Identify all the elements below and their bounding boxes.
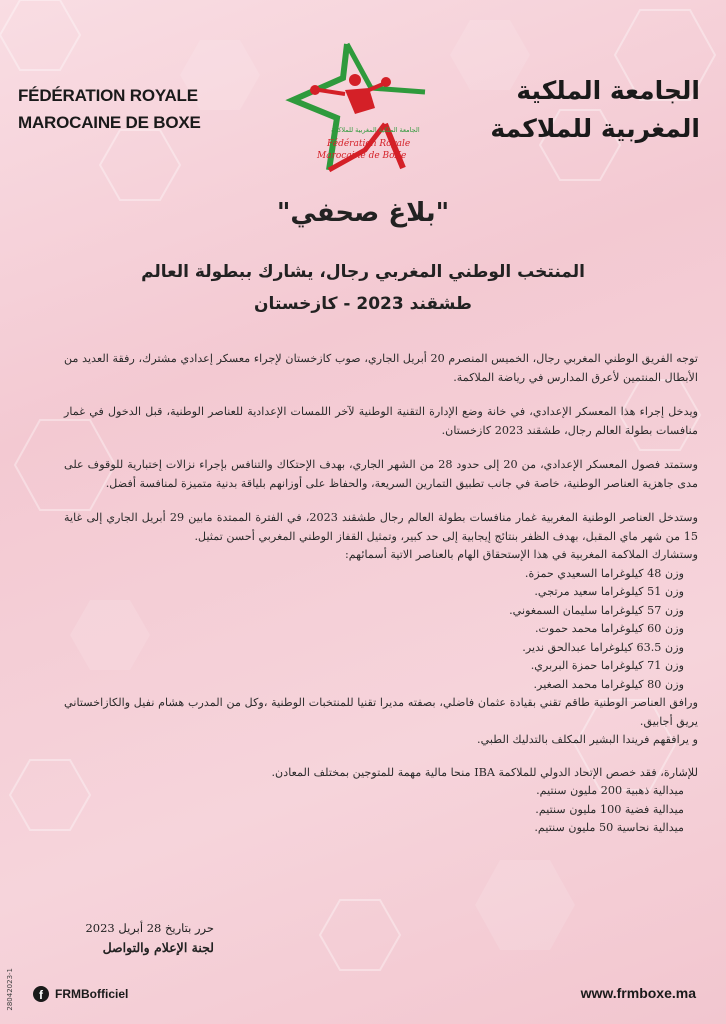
committee-name: لجنة الإعلام والتواصل xyxy=(102,940,214,955)
federation-name-french xyxy=(18,82,238,136)
federation-name-arabic-line1: الجامعة الملكية xyxy=(516,76,700,105)
paragraph-1: توجه الفريق الوطني المغربي رجال، الخميس المنصرم 20 أبريل الجاري، صوب كازخستان لإجراء معسكر إعدادي مشترك، رفقة العديد من الأبطال المنتمين لأعرق المدارس في رياضة الملاكمة. xyxy=(64,352,698,384)
prize-section xyxy=(64,764,698,838)
press-release-subtitle-2: طشقند 2023 - كازخستان xyxy=(254,294,472,314)
federation-name-french-line2: MAROCAINE DE BOXE xyxy=(18,113,201,132)
paragraph-2: ويدخل إجراء هذا المعسكر الإعدادي، في خانة وضع الإدارة التقنية الوطنية لآخر اللمسات الإعدادية للعناصر الوطنية، قبل الدخول في غمار منافسات بطولة العالم رجال، طشقند 2023 كازخستان. xyxy=(64,405,698,437)
logo-french-line2: Marocaine de BoXe xyxy=(317,151,407,161)
press-release-title: "بلاغ صحفي" xyxy=(276,198,450,228)
paragraph-3: وستمتد فصول المعسكر الإعدادي، من 20 إلى حدود 28 من الشهر الجاري، بهدف الإحتكاك والتنافس بإجراء نزالات إختبارية للوقوف على مدى جاهزية العناصر الوطنية، خاصة في جانب تطبيق التمارين السريعة، والحفاظ على أوزانهم بلياقة بدنية متميزة لمنافسة أفضل. xyxy=(64,458,698,490)
federation-name-arabic-line2: المغربية للملاكمة xyxy=(490,114,700,143)
prize-item: ميدالية ذهبية 200 مليون سنتيم. xyxy=(536,784,684,797)
weight-item: وزن 71 كيلوغراما حمزة البربري. xyxy=(530,659,684,672)
paragraph-6: ورافق العناصر الوطنية طاقم تقني بقيادة عثمان فاضلي، بصفته مديرا تقنيا للمنتخبات الوطنية ،وكل من المدرب هشام نفيل والكازاخستاني يريق أجابيق. xyxy=(64,696,698,728)
facebook-link[interactable] xyxy=(33,986,128,1002)
logo-arabic-text: الجامعة الملكية المغربية للملاكمة xyxy=(331,126,420,134)
logo-french-line1: Fédération Royale xyxy=(327,139,411,149)
weight-item: وزن 57 كيلوغراما سليمان السمغوني. xyxy=(509,603,684,617)
website-link[interactable]: www.frmboxe.ma xyxy=(580,985,696,1001)
paragraph-4: وستدخل العناصر الوطنية المغربية غمار منافسات بطولة العالم رجال طشقند 2023، في الفترة الممتدة مابين 29 أبريل الجاري إلى غاية 15 من شهر ماي المقبل، بهدف الظفر بنتائج إيجابية إلى حد كبير، وتمثيل القفاز الوطني المغربي أحسن تمثيل. xyxy=(64,511,698,543)
federation-logo xyxy=(285,38,435,178)
press-release-subtitle-1: المنتخب الوطني المغربي رجال، يشارك ببطولة العالم xyxy=(141,262,585,282)
weight-item: وزن 51 كيلوغراما سعيد مرتجي. xyxy=(534,585,684,598)
weight-item: وزن 63.5 كيلوغراما عبدالحق ندير. xyxy=(522,640,684,654)
weight-item: وزن 80 كيلوغراما محمد الصغير. xyxy=(533,677,684,691)
prize-item: ميدالية نحاسية 50 مليون سنتيم. xyxy=(534,821,684,834)
prize-item: ميدالية فضية 100 مليون سنتيم. xyxy=(535,802,684,816)
paragraph-8: للإشارة، فقد خصص الإتحاد الدولي للملاكمة IBA منحا مالية مهمة للمتوجين بمختلف المعادن. xyxy=(271,765,698,779)
document-reference-code: 28042023-1 xyxy=(6,968,14,1011)
boxer-weight-list xyxy=(64,565,698,695)
weight-item: وزن 48 كيلوغراما السعيدي حمزة. xyxy=(524,566,684,580)
signature-block xyxy=(64,918,214,958)
facebook-icon: f xyxy=(33,986,49,1002)
weight-item: وزن 60 كيلوغراما محمد حموت. xyxy=(534,622,684,635)
press-release-body xyxy=(64,350,698,838)
federation-name-french-line1: FÉDÉRATION ROYALE xyxy=(18,86,198,105)
paragraph-7: و يرافقهم فريندا البشير المكلف بالتدليك الطبي. xyxy=(477,733,698,746)
issue-date: حرر بتاريخ 28 أبريل 2023 xyxy=(85,921,214,935)
federation-name-arabic xyxy=(440,72,700,148)
prize-list xyxy=(64,782,698,838)
facebook-handle: FRMBofficiel xyxy=(55,987,129,1001)
paragraph-5: وستشارك الملاكمة المغربية في هذا الإستحقاق الهام بالعناصر الاتية أسمائهم: xyxy=(344,548,698,561)
